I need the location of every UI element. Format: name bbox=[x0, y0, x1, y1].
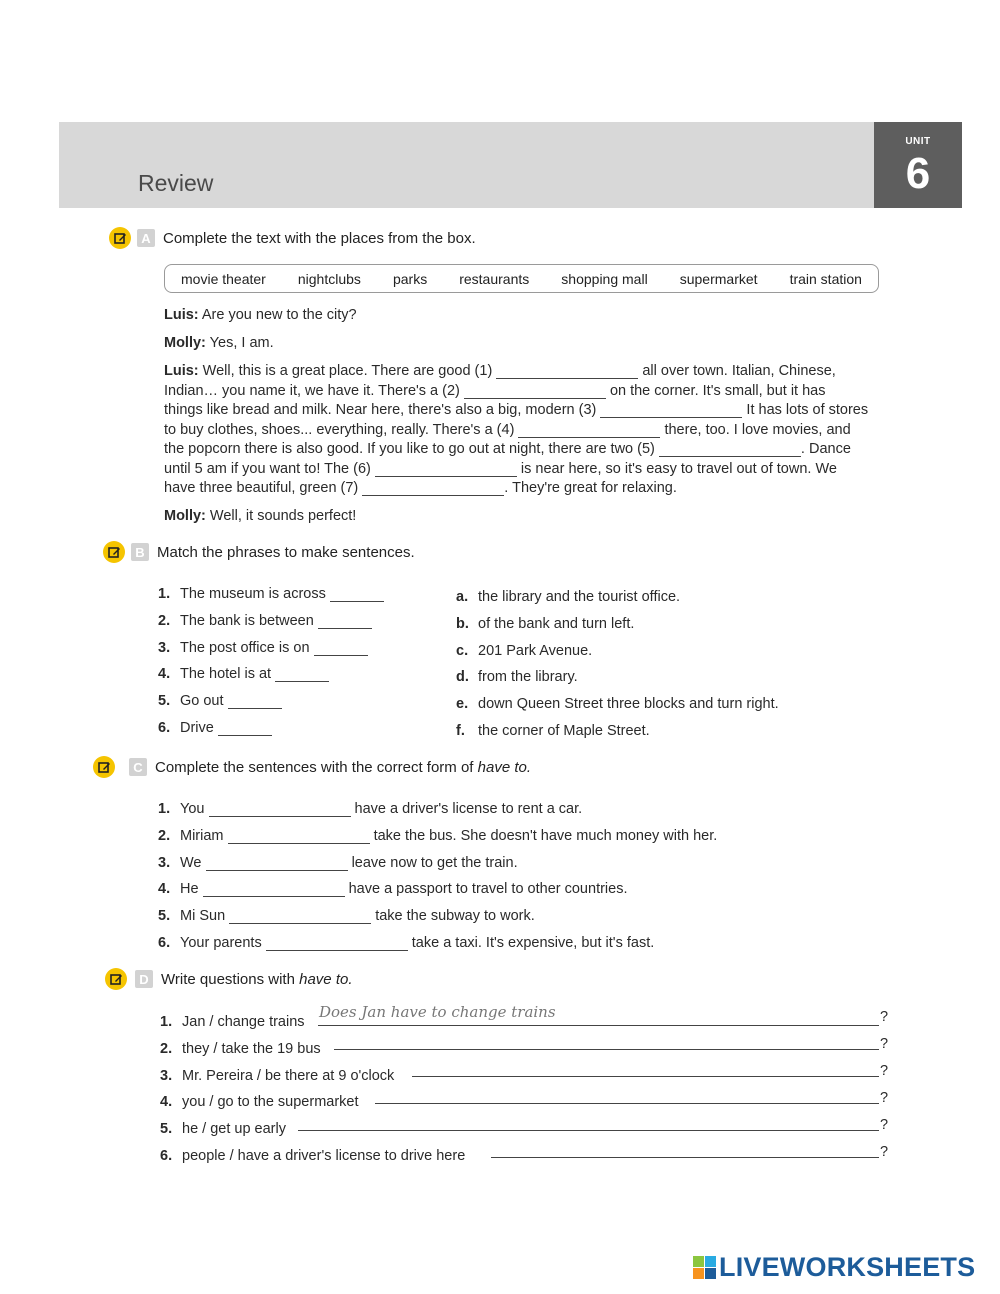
item-prompt: Jan / change trains bbox=[182, 1014, 305, 1030]
match-left-item bbox=[158, 661, 384, 688]
have-to-list bbox=[158, 796, 717, 957]
match-right-item bbox=[456, 664, 779, 691]
list-item bbox=[158, 876, 717, 903]
item-letter: e. bbox=[456, 696, 469, 713]
blank-input-7[interactable] bbox=[362, 479, 504, 496]
list-item bbox=[158, 930, 717, 957]
item-text: The museum is across bbox=[180, 586, 326, 602]
section-letter: D bbox=[135, 970, 153, 988]
dialogue-text: is near here, so it's easy to travel out of town. We bbox=[520, 460, 837, 477]
item-number: 1. bbox=[158, 801, 171, 817]
dialogue-text: . Dance bbox=[800, 441, 851, 457]
unit-box bbox=[874, 122, 962, 208]
item-subject: We bbox=[180, 854, 202, 871]
brand-name: LIVEWORKSHEETS bbox=[719, 1252, 976, 1282]
item-text: Drive bbox=[180, 719, 214, 736]
item-number: 6. bbox=[158, 719, 171, 736]
item-letter: b. bbox=[456, 615, 469, 632]
word-box bbox=[164, 264, 879, 293]
liveworksheets-logo bbox=[693, 1252, 975, 1283]
match-right-item bbox=[456, 638, 779, 665]
item-subject: Mi Sun bbox=[180, 908, 226, 925]
item-subject: He bbox=[180, 881, 199, 898]
dialogue-text: all over town. Italian, Chinese, bbox=[642, 363, 836, 379]
question-mark: ? bbox=[880, 1063, 889, 1079]
dialogue-line bbox=[164, 334, 274, 354]
item-text: the corner of Maple Street. bbox=[478, 722, 650, 739]
dialogue-text: things like bread and milk. Near here, there's also a big, modern (3) bbox=[164, 402, 597, 418]
question-mark: ? bbox=[880, 1009, 889, 1025]
speaker-name: Luis: bbox=[164, 307, 199, 323]
item-subject: Miriam bbox=[180, 827, 224, 844]
item-number: 3. bbox=[158, 639, 171, 656]
word-item: parks bbox=[392, 270, 428, 287]
word-item: nightclubs bbox=[297, 270, 361, 287]
dialogue-line bbox=[164, 507, 356, 527]
item-letter: f. bbox=[456, 722, 465, 739]
section-c-heading bbox=[93, 756, 531, 778]
dialogue-text: Are you new to the city? bbox=[201, 307, 357, 323]
item-text: The bank is between bbox=[180, 612, 314, 629]
item-text: take a taxi. It's expensive, but it's fast. bbox=[411, 934, 655, 951]
item-text: The hotel is at bbox=[180, 666, 272, 683]
item-number: 4. bbox=[158, 666, 171, 683]
item-subject: Your parents bbox=[180, 934, 262, 951]
word-item: restaurants bbox=[459, 270, 530, 287]
item-text: from the library. bbox=[478, 669, 578, 686]
match-left-item bbox=[158, 635, 384, 662]
section-instruction-emphasis: have to. bbox=[477, 758, 532, 776]
item-number: 3. bbox=[158, 854, 171, 871]
item-letter: c. bbox=[456, 642, 469, 659]
dialogue-text: Yes, I am. bbox=[209, 335, 274, 351]
unit-label: UNIT bbox=[905, 136, 931, 147]
question-input-4[interactable] bbox=[375, 1087, 879, 1104]
item-number: 2. bbox=[158, 612, 171, 629]
match-input-1[interactable] bbox=[330, 585, 384, 602]
dialogue-text: have three beautiful, green (7) bbox=[164, 480, 359, 496]
dialogue-text: to buy clothes, shoes... everything, really. There's a (4) bbox=[164, 421, 515, 438]
question-mark: ? bbox=[880, 1117, 889, 1133]
have-to-input-4[interactable] bbox=[203, 880, 345, 897]
item-number: 5. bbox=[158, 693, 171, 710]
item-text: Go out bbox=[180, 693, 224, 710]
list-item bbox=[158, 850, 717, 877]
question-input-2[interactable] bbox=[334, 1033, 879, 1050]
item-text: of the bank and turn left. bbox=[478, 615, 635, 632]
section-instruction: Match the phrases to make sentences. bbox=[157, 543, 415, 561]
page-title: Review bbox=[138, 170, 214, 196]
blank-input-2[interactable] bbox=[464, 382, 606, 399]
item-text: have a passport to travel to other countries. bbox=[348, 881, 628, 898]
have-to-input-6[interactable] bbox=[266, 934, 408, 951]
item-prompt: people / have a driver's license to drive here bbox=[182, 1147, 466, 1164]
match-input-2[interactable] bbox=[318, 612, 372, 629]
section-instruction: Complete the text with the places from the box. bbox=[163, 229, 476, 247]
item-number: 3. bbox=[160, 1067, 173, 1084]
pencil-icon bbox=[93, 756, 115, 778]
dialogue-text: Indian… you name it, we have it. There's a (2) bbox=[164, 382, 460, 399]
section-d-heading bbox=[105, 968, 353, 990]
pencil-icon bbox=[105, 968, 127, 990]
item-text: 201 Park Avenue. bbox=[478, 642, 593, 659]
dialogue-text: . They're great for relaxing. bbox=[504, 480, 677, 496]
match-right-item bbox=[456, 691, 779, 718]
match-input-6[interactable] bbox=[218, 719, 272, 736]
item-number: 2. bbox=[158, 827, 171, 844]
list-item bbox=[160, 1143, 465, 1170]
question-mark: ? bbox=[880, 1144, 889, 1160]
match-right-list bbox=[456, 584, 779, 745]
item-number: 6. bbox=[160, 1147, 173, 1164]
list-item bbox=[158, 823, 717, 850]
item-text: leave now to get the train. bbox=[351, 854, 518, 871]
item-number: 5. bbox=[160, 1121, 173, 1138]
match-right-item bbox=[456, 611, 779, 638]
blank-input-4[interactable] bbox=[518, 421, 660, 438]
item-subject: You bbox=[180, 801, 205, 817]
have-to-input-3[interactable] bbox=[206, 854, 348, 871]
item-number: 6. bbox=[158, 934, 171, 951]
speaker-name: Luis: bbox=[164, 363, 199, 379]
word-item: shopping mall bbox=[561, 270, 648, 287]
dialogue-text: It has lots of stores bbox=[746, 402, 869, 418]
question-mark: ? bbox=[880, 1090, 889, 1106]
example-answer: Does Jan have to change trains bbox=[319, 1003, 556, 1021]
blank-input-1[interactable] bbox=[496, 362, 638, 379]
dialogue-paragraph bbox=[164, 362, 904, 499]
have-to-input-2[interactable] bbox=[228, 827, 370, 844]
word-item: supermarket bbox=[679, 270, 758, 287]
item-number: 1. bbox=[160, 1014, 173, 1030]
dialogue-text: Well, it sounds perfect! bbox=[209, 508, 357, 524]
match-input-5[interactable] bbox=[228, 692, 282, 709]
item-text: The post office is on bbox=[180, 639, 310, 656]
answer-line[interactable] bbox=[318, 1005, 879, 1026]
item-number: 5. bbox=[158, 908, 171, 925]
word-item: movie theater bbox=[181, 270, 266, 287]
have-to-input-5[interactable] bbox=[229, 907, 371, 924]
unit-number: 6 bbox=[905, 149, 931, 198]
section-letter: B bbox=[131, 543, 149, 561]
pencil-icon bbox=[103, 541, 125, 563]
item-letter: d. bbox=[456, 669, 469, 686]
match-left-item bbox=[158, 715, 384, 742]
match-left-item bbox=[158, 688, 384, 715]
speaker-name: Molly: bbox=[164, 335, 206, 351]
item-text: take the bus. She doesn't have much money with her. bbox=[373, 827, 718, 844]
section-instruction-emphasis: have to. bbox=[299, 970, 353, 988]
question-input-5[interactable] bbox=[298, 1114, 879, 1131]
section-letter: C bbox=[129, 758, 147, 776]
speaker-name: Molly: bbox=[164, 508, 206, 524]
item-prompt: you / go to the supermarket bbox=[182, 1094, 359, 1111]
question-input-6[interactable] bbox=[491, 1141, 879, 1158]
item-text: the library and the tourist office. bbox=[478, 589, 681, 605]
item-number: 2. bbox=[160, 1040, 173, 1057]
item-prompt: Mr. Pereira / be there at 9 o'clock bbox=[182, 1067, 395, 1084]
word-item: train station bbox=[789, 270, 862, 287]
match-left-item bbox=[158, 581, 384, 608]
have-to-input-1[interactable] bbox=[209, 800, 351, 817]
dialogue-text: Well, this is a great place. There are good (1) bbox=[202, 363, 493, 379]
match-right-item bbox=[456, 718, 779, 745]
section-b-heading bbox=[103, 541, 415, 563]
item-prompt: he / get up early bbox=[182, 1121, 286, 1138]
dialogue-text: on the corner. It's small, but it has bbox=[609, 382, 826, 399]
item-text: down Queen Street three blocks and turn right. bbox=[478, 696, 779, 713]
liveworksheets-cube-icon bbox=[693, 1256, 716, 1279]
list-item bbox=[158, 796, 717, 823]
dialogue-text: the popcorn there is also good. If you like to go out at night, there are two (5) bbox=[164, 441, 655, 457]
question-input-3[interactable] bbox=[412, 1060, 879, 1077]
section-a-heading bbox=[109, 227, 476, 249]
item-number: 4. bbox=[160, 1094, 173, 1111]
match-input-4[interactable] bbox=[275, 665, 329, 682]
list-item bbox=[158, 903, 717, 930]
dialogue-text: until 5 am if you want to! The (6) bbox=[164, 460, 371, 477]
pencil-icon bbox=[109, 227, 131, 249]
item-letter: a. bbox=[456, 589, 469, 605]
blank-input-5[interactable] bbox=[659, 440, 801, 457]
dialogue-line bbox=[164, 306, 357, 326]
match-left-list bbox=[158, 581, 384, 742]
section-instruction: Complete the sentences with the correct form of bbox=[155, 758, 474, 776]
item-text: have a driver's license to rent a car. bbox=[354, 801, 583, 817]
match-input-3[interactable] bbox=[314, 639, 368, 656]
section-instruction: Write questions with bbox=[161, 970, 295, 988]
item-text: take the subway to work. bbox=[375, 908, 535, 925]
section-letter: A bbox=[137, 229, 155, 247]
question-mark: ? bbox=[880, 1036, 889, 1052]
match-left-item bbox=[158, 608, 384, 635]
match-right-item bbox=[456, 584, 779, 611]
blank-input-3[interactable] bbox=[600, 401, 742, 418]
blank-input-6[interactable] bbox=[375, 460, 517, 477]
item-number: 4. bbox=[158, 881, 171, 898]
dialogue-text: there, too. I love movies, and bbox=[664, 421, 851, 438]
item-prompt: they / take the 19 bus bbox=[182, 1040, 321, 1057]
item-number: 1. bbox=[158, 586, 171, 602]
